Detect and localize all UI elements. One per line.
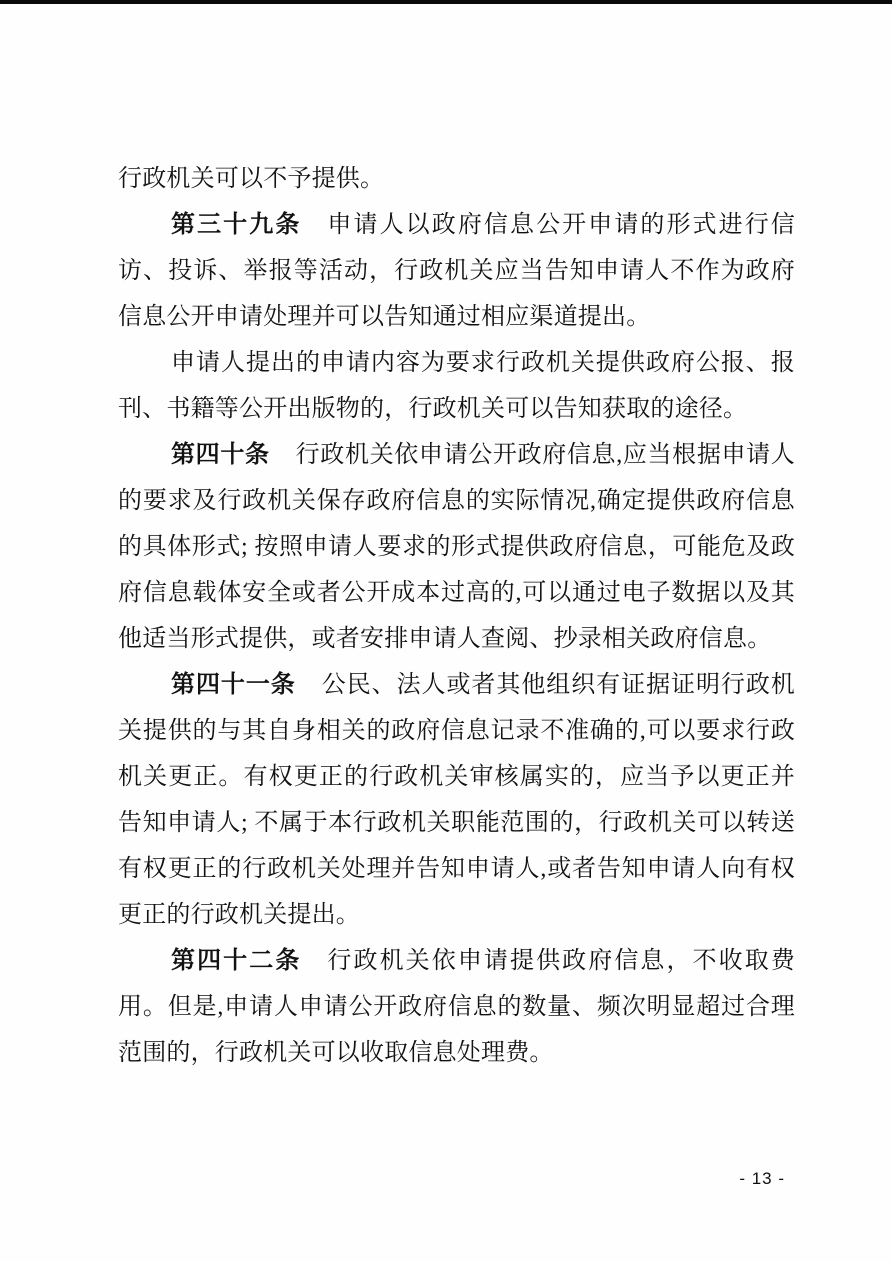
page-number: - 13 - xyxy=(739,1169,785,1188)
paragraph-continuation xyxy=(118,156,795,202)
scan-top-edge-line xyxy=(0,0,892,4)
paragraph-text: 申请人提出的申请内容为要求行政机关提供政府公报、报刊、书籍等公开出版物的，行政机关可以告知获取的途径。 xyxy=(118,350,795,422)
paragraph-article-40 xyxy=(118,432,795,662)
paragraph-article-39 xyxy=(118,202,795,340)
document-body xyxy=(118,156,795,1076)
article-number: 第三十九条 xyxy=(171,211,302,238)
paragraph-article-41 xyxy=(118,662,795,938)
paragraph-text: 行政机关依申请提供政府信息，不收取费用。但是,申请人申请公开政府信息的数量、频次明显超过合理范围的，行政机关可以收取信息处理费。 xyxy=(118,948,796,1066)
paragraph-article-42 xyxy=(118,938,795,1076)
paragraph-text: 行政机关可以不予提供。 xyxy=(118,166,385,192)
paragraph-text: 行政机关依申请公开政府信息,应当根据申请人的要求及行政机关保存政府信息的实际情况,确定提供政府信息的具体形式; 按照申请人要求的形式提供政府信息，可能危及政府信息载体安全或者公开成本过高的,可以通过电子数据以及其他适当形式提供，或者安排申请人查阅、抄录相关政府信息。 xyxy=(118,442,795,652)
paragraph-article-39-clause-2 xyxy=(118,340,795,432)
paragraph-text: 公民、法人或者其他组织有证据证明行政机关提供的与其自身相关的政府信息记录不准确的,可以要求行政机关更正。有权更正的行政机关审核属实的，应当予以更正并告知申请人; 不属于本行政机关职能范围的，行政机关可以转送有权更正的行政机关处理并告知申请人,或者告知申请人向有权更正的行政机关提出。 xyxy=(118,672,795,928)
paragraph-text: 申请人以政府信息公开申请的形式进行信访、投诉、举报等活动，行政机关应当告知申请人不作为政府信息公开申请处理并可以告知通过相应渠道提出。 xyxy=(118,212,796,330)
article-number: 第四十一条 xyxy=(171,671,296,698)
article-number: 第四十条 xyxy=(171,441,270,468)
article-number: 第四十二条 xyxy=(171,947,302,974)
